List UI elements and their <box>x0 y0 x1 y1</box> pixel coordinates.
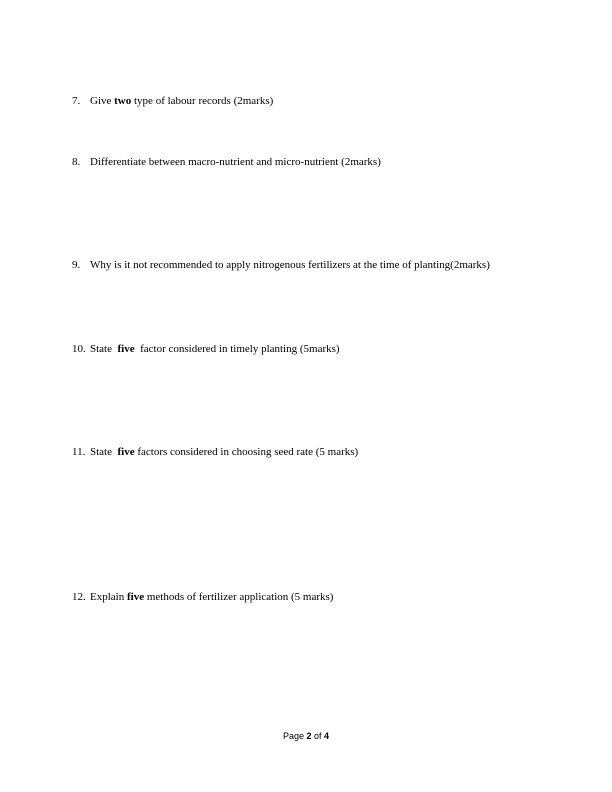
question-number: 9. <box>72 259 81 271</box>
question-9 <box>72 259 490 272</box>
question-12 <box>72 591 333 604</box>
question-number: 10. <box>72 343 86 355</box>
question-text: type of labour records (2marks) <box>131 95 274 107</box>
total-pages-number: 4 <box>324 731 330 741</box>
question-number: 11. <box>72 446 86 458</box>
question-text: State <box>90 343 118 355</box>
question-text: State <box>90 446 118 458</box>
question-text: Why is it not recommended to apply nitrogenous fertilizers at the time of planting(2marks) <box>90 259 490 271</box>
question-text: methods of fertilizer application (5 marks) <box>144 591 334 603</box>
page-label: Page <box>282 731 307 741</box>
current-page-number: 2 <box>306 731 312 741</box>
question-text: factors considered in choosing seed rate (5 marks) <box>134 446 359 458</box>
question-7 <box>72 95 273 108</box>
question-8 <box>72 156 381 169</box>
question-text: Give <box>90 95 115 107</box>
question-emphasis: five <box>126 591 145 603</box>
question-text: Differentiate between macro-nutrient and micro-nutrient (2marks) <box>90 156 381 168</box>
question-text: Explain <box>90 591 127 603</box>
question-11 <box>72 446 358 459</box>
question-emphasis: two <box>114 95 132 107</box>
question-number: 12. <box>72 591 86 603</box>
question-emphasis: five <box>117 343 135 355</box>
question-number: 7. <box>72 95 81 107</box>
question-emphasis: five <box>117 446 135 458</box>
question-10 <box>72 343 340 356</box>
page-of-label: of <box>311 731 325 741</box>
question-number: 8. <box>72 156 81 168</box>
question-text: factor considered in timely planting (5marks) <box>134 343 340 355</box>
page-footer <box>0 731 612 742</box>
